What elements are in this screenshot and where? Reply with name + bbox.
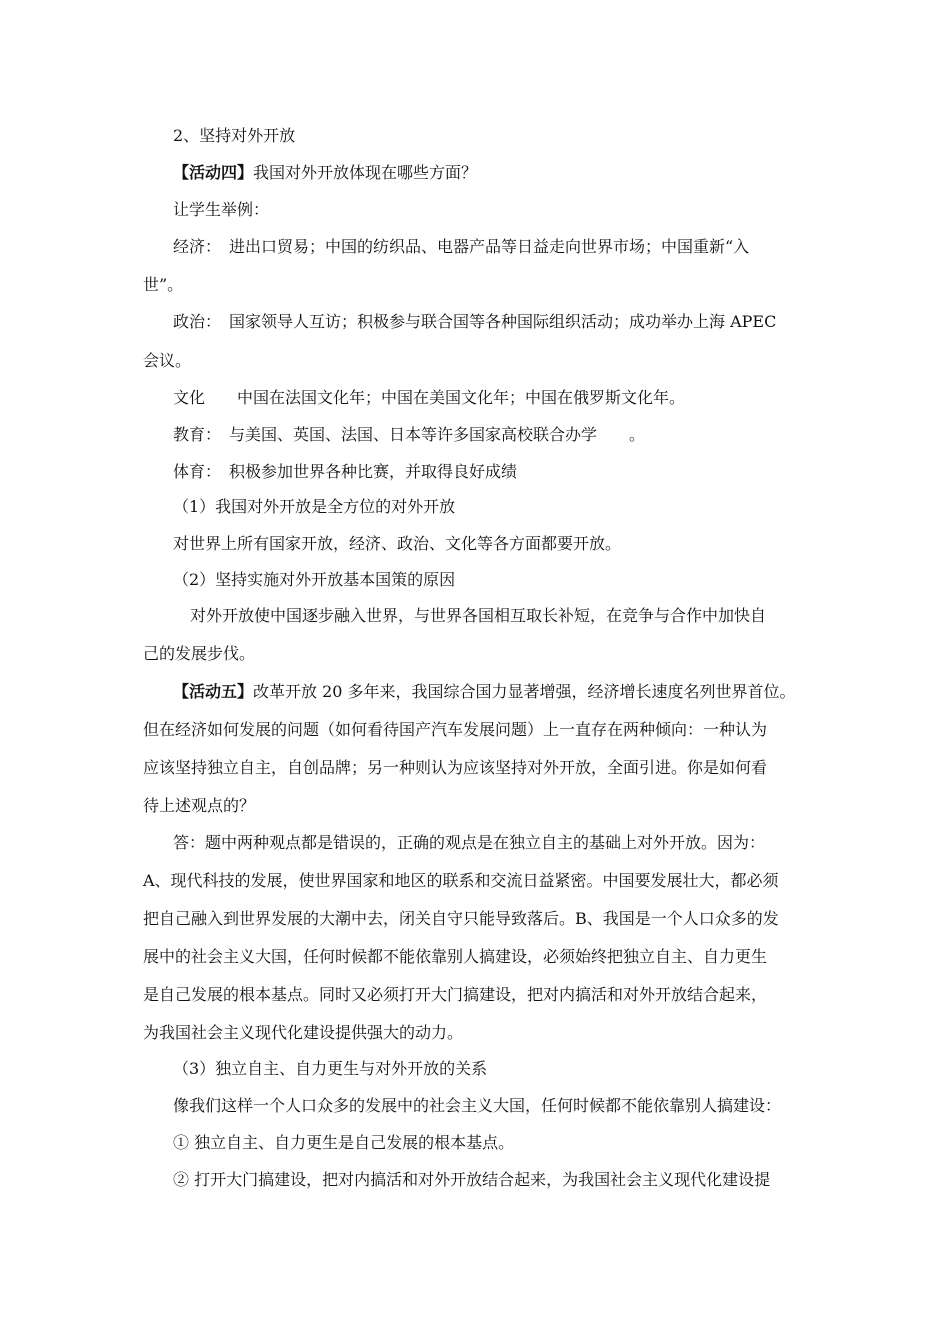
point-1-text: 对世界上所有国家开放，经济、政治、文化等各方面都要开放。 bbox=[173, 534, 622, 553]
politics-line-1: 政治： 国家领导人互访；积极参与联合国等各种国际组织活动；成功举办上海 APEC bbox=[173, 312, 777, 331]
point-3-title: （3）独立自主、自力更生与对外开放的关系 bbox=[173, 1059, 488, 1078]
answer-line-4: 展中的社会主义大国，任何时候都不能依靠别人搞建设，必须始终把独立自主、自力更生 bbox=[143, 947, 768, 966]
economy-line-2: 世”。 bbox=[143, 275, 184, 294]
point-2-line-2: 己的发展步伐。 bbox=[143, 644, 256, 663]
activity-4-question: 我国对外开放体现在哪些方面？ bbox=[253, 163, 478, 182]
activity-5-line-3: 应该坚持独立自主，自创品牌；另一种则认为应该坚持对外开放，全面引进。你是如何看 bbox=[143, 758, 768, 777]
education-line: 教育： 与美国、英国、法国、日本等许多国家高校联合办学 。 bbox=[173, 425, 646, 444]
answer-line-5: 是自己发展的根本基点。同时又必须打开大门搞建设，把对内搞活和对外开放结合起来， bbox=[143, 985, 768, 1004]
economy-line-1: 经济： 进出口贸易；中国的纺织品、电器产品等日益走向世界市场；中国重新“入 bbox=[173, 237, 750, 256]
culture-line: 文化 中国在法国文化年；中国在美国文化年；中国在俄罗斯文化年。 bbox=[173, 388, 686, 407]
activity-5-label: 【活动五】 bbox=[173, 682, 254, 701]
point-2-title: （2）坚持实施对外开放基本国策的原因 bbox=[173, 570, 456, 589]
point-1-title: （1）我国对外开放是全方位的对外开放 bbox=[173, 497, 456, 516]
answer-line-6: 为我国社会主义现代化建设提供强大的动力。 bbox=[143, 1023, 464, 1042]
point-3-item-2: ② 打开大门搞建设，把对内搞活和对外开放结合起来，为我国社会主义现代化建设提 bbox=[173, 1170, 771, 1189]
activity-5-line-1 bbox=[173, 681, 796, 703]
activity-5-text: 改革开放 20 多年来，我国综合国力显著增强，经济增长速度名列世界首位。 bbox=[253, 682, 796, 701]
activity-4-label: 【活动四】 bbox=[173, 163, 254, 182]
answer-line-1: 答：题中两种观点都是错误的，正确的观点是在独立自主的基础上对外开放。因为： bbox=[173, 833, 766, 852]
politics-line-2: 会议。 bbox=[143, 351, 192, 370]
point-3-item-1: ① 独立自主、自力更生是自己发展的根本基点。 bbox=[173, 1133, 515, 1152]
sports-line: 体育： 积极参加世界各种比赛，并取得良好成绩 bbox=[173, 462, 518, 481]
activity-5-line-4: 待上述观点的？ bbox=[143, 796, 256, 815]
point-3-intro: 像我们这样一个人口众多的发展中的社会主义大国，任何时候都不能依靠别人搞建设： bbox=[173, 1096, 782, 1115]
point-2-line-1: 对外开放使中国逐步融入世界，与世界各国相互取长补短，在竞争与合作中加快自 bbox=[190, 606, 767, 625]
answer-line-2: A、现代科技的发展，使世界国家和地区的联系和交流日益紧密。中国要发展壮大，都必须 bbox=[143, 871, 779, 890]
answer-line-3: 把自己融入到世界发展的大潮中去，闭关自守只能导致落后。B、我国是一个人口众多的发 bbox=[143, 909, 779, 928]
activity-5-line-2: 但在经济如何发展的问题（如何看待国产汽车发展问题）上一直存在两种倾向：一种认为 bbox=[143, 720, 768, 739]
prompt-text: 让学生举例： bbox=[173, 200, 270, 219]
activity-4-line bbox=[173, 162, 477, 184]
section-heading: 2、坚持对外开放 bbox=[173, 126, 296, 145]
